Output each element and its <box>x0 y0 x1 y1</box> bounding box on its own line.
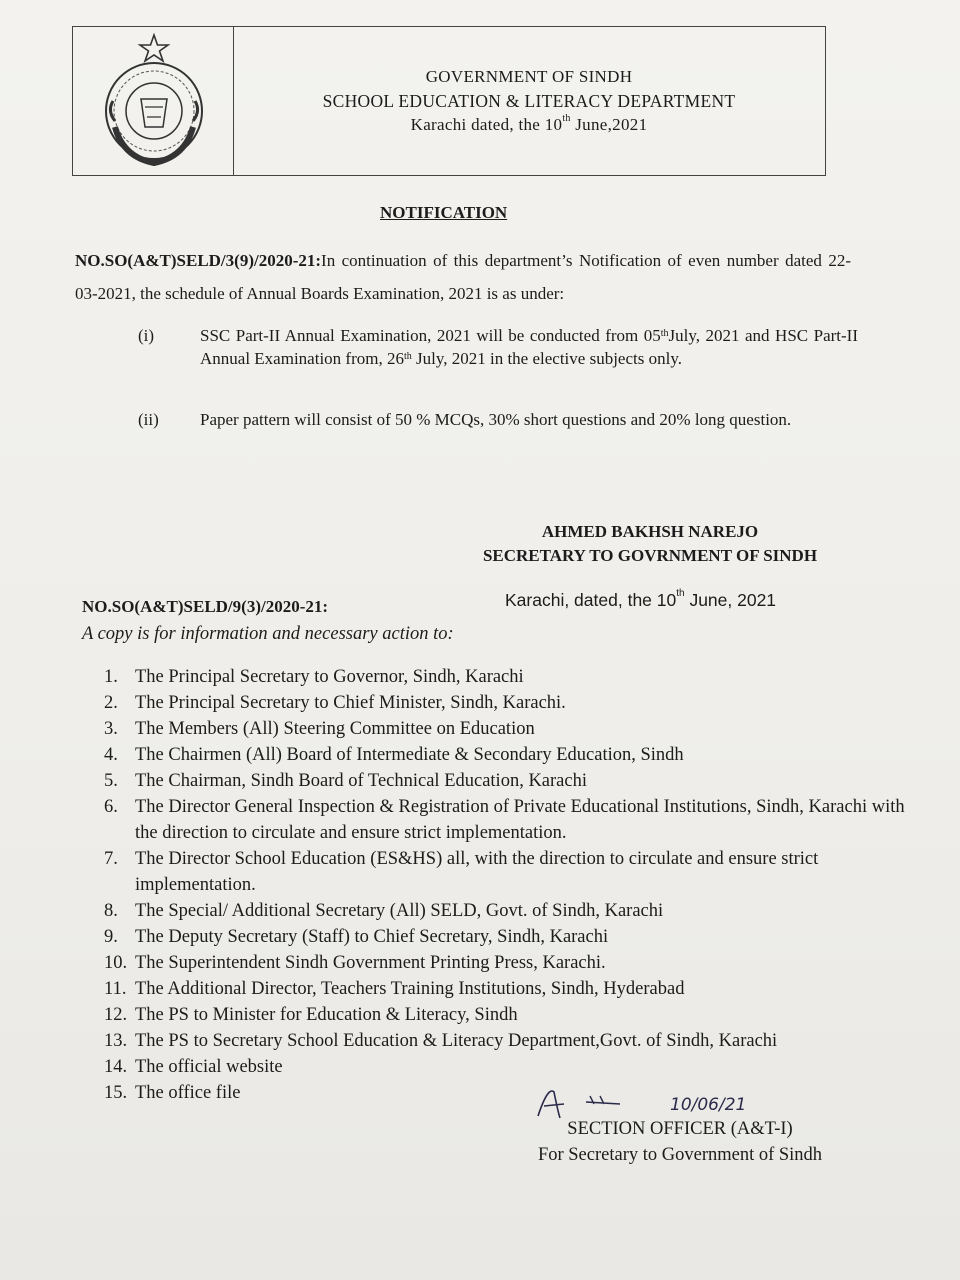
recipient-text: The Deputy Secretary (Staff) to Chief Secretary, Sindh, Karachi <box>135 927 609 947</box>
recipient-number: 4. <box>104 745 118 765</box>
signatory-name: AHMED BAKHSH NAREJO <box>541 522 759 541</box>
recipient-text: The Chairmen (All) Board of Intermediate & Secondary Education, Sindh <box>135 745 684 765</box>
copy-date: Karachi, dated, the 10th June, 2021 <box>505 588 777 610</box>
government-title: GOVERNMENT OF SINDH <box>425 67 633 86</box>
signatory-title: SECRETARY TO GOVRNMENT OF SINDH <box>482 546 818 565</box>
signatory-block <box>440 520 860 568</box>
recipient-item <box>104 846 906 898</box>
recipient-item <box>104 690 906 716</box>
recipient-item <box>104 950 906 976</box>
recipient-number: 3. <box>104 719 118 739</box>
recipient-item <box>104 664 906 690</box>
letterhead-box <box>72 26 826 176</box>
recipient-item <box>104 716 906 742</box>
section-officer: SECTION OFFICER (A&T-I) <box>567 1119 793 1139</box>
copy-note: A copy is for information and necessary action to: <box>82 624 454 644</box>
notification-title: NOTIFICATION <box>380 203 508 222</box>
header-date: Karachi dated, the 10th June,2021 <box>410 113 648 134</box>
recipient-item <box>104 1002 906 1028</box>
recipient-text: The Principal Secretary to Chief Minister, Sindh, Karachi. <box>135 693 566 713</box>
recipient-text: The Chairman, Sindh Board of Technical Education, Karachi <box>135 771 587 791</box>
notification-ref-no: NO.SO(A&T)SELD/3(9)/2020-21: <box>75 251 322 270</box>
signature-date: 10/06/21 <box>670 1095 747 1115</box>
recipient-number: 13. <box>104 1031 128 1051</box>
recipient-number: 2. <box>104 693 118 713</box>
recipient-text: The Special/ Additional Secretary (All) SELD, Govt. of Sindh, Karachi <box>135 901 664 921</box>
recipient-item <box>104 1054 906 1080</box>
distribution-list <box>104 664 906 1106</box>
recipient-number: 14. <box>104 1057 128 1077</box>
recipient-text: The Superintendent Sindh Government Printing Press, Karachi. <box>135 953 606 973</box>
for-secretary: For Secretary to Government of Sindh <box>537 1145 823 1165</box>
footer-signatory <box>470 1116 890 1168</box>
recipient-text: The PS to Secretary School Education & Literacy Department,Govt. of Sindh, Karachi <box>135 1031 778 1051</box>
recipient-item <box>104 898 906 924</box>
recipient-text: The Additional Director, Teachers Training Institutions, Sindh, Hyderabad <box>135 979 685 999</box>
recipient-text: The PS to Minister for Education & Literacy, Sindh <box>135 1005 518 1025</box>
recipient-number: 9. <box>104 927 118 947</box>
recipient-number: 5. <box>104 771 118 791</box>
recipient-number: 12. <box>104 1005 128 1025</box>
recipient-item <box>104 768 906 794</box>
schedule-item <box>138 324 858 370</box>
recipient-item <box>104 924 906 950</box>
recipient-item <box>104 1028 906 1054</box>
recipient-text: The official website <box>135 1057 283 1077</box>
recipient-number: 15. <box>104 1083 128 1103</box>
item-number: (ii) <box>138 410 159 429</box>
department-title: SCHOOL EDUCATION & LITERACY DEPARTMENT <box>322 91 736 111</box>
recipient-text: The office file <box>135 1083 241 1103</box>
schedule-item <box>138 408 858 431</box>
recipient-number: 6. <box>104 797 118 817</box>
recipient-number: 1. <box>104 667 118 687</box>
government-seal-icon <box>93 31 215 169</box>
copy-ref-no: NO.SO(A&T)SELD/9(3)/2020-21: <box>82 597 329 616</box>
recipient-item <box>104 976 906 1002</box>
recipient-item <box>104 742 906 768</box>
recipient-text: The Members (All) Steering Committee on Education <box>135 719 535 739</box>
recipient-text: The Director School Education (ES&HS) all, with the direction to circulate and ensure strict implementation. <box>135 849 819 895</box>
recipient-text: The Principal Secretary to Governor, Sindh, Karachi <box>135 667 524 687</box>
recipient-number: 8. <box>104 901 118 921</box>
recipient-text: The Director General Inspection & Registration of Private Educational Institutions, Sindh, Karachi with the direction to circulate and ensure strict implementation. <box>135 797 905 843</box>
recipient-number: 7. <box>104 849 118 869</box>
item-text: Paper pattern will consist of 50 % MCQs, 30% short questions and 20% long question. <box>200 410 792 429</box>
notification-body: NO.SO(A&T)SELD/3(9)/2020-21:In continuation of this department’s Notification of even number dated 22-03-2021, the schedule of Annual Boards Examination, 2021 is as under: <box>75 251 851 303</box>
recipient-item <box>104 794 906 846</box>
item-text: SSC Part-II Annual Examination, 2021 will be conducted from 05thJuly, 2021 and HSC Part-II Annual Examination from, 26th July, 2021 in the elective subjects only. <box>200 326 858 368</box>
item-number: (i) <box>138 326 155 345</box>
recipient-number: 11. <box>104 979 127 999</box>
recipient-number: 10. <box>104 953 128 973</box>
